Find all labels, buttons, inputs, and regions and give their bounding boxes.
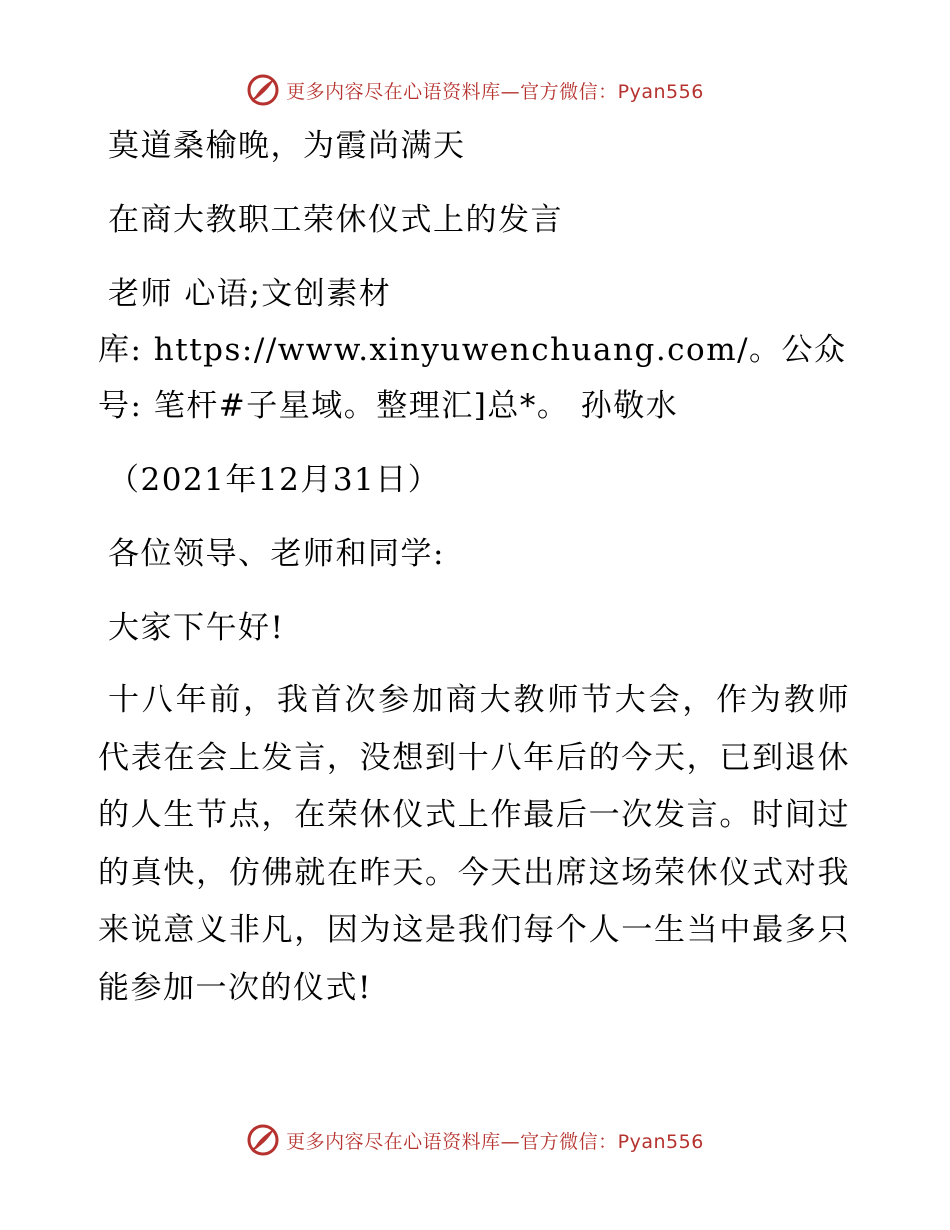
header-banner-text: 更多内容尽在心语资料库—官方微信：Pyan556	[286, 80, 704, 103]
author-line-1: 老师 心语;文创素材	[108, 276, 392, 312]
speech-date: （2021年12月31日）	[108, 462, 441, 498]
greeting: 大家下午好!	[108, 610, 285, 646]
header-banner	[0, 70, 950, 110]
author-line-2: 库: https://www.xinyuwenchuang.com/。公众	[98, 332, 847, 368]
header-banner-inner	[246, 73, 704, 107]
document-subtitle: 在商大教职工荣休仪式上的发言	[108, 202, 563, 238]
quill-logo-icon	[246, 73, 280, 107]
footer-banner-inner	[246, 1123, 704, 1157]
quill-logo-icon	[246, 1123, 280, 1157]
document-body	[98, 118, 858, 1017]
document-title: 莫道桑榆晚，为霞尚满天	[108, 128, 466, 164]
salutation: 各位领导、老师和同学:	[108, 536, 445, 572]
author-line-3: 号: 笔杆#子星域。整理汇]总*。 孙敬水	[98, 388, 679, 424]
paragraph-1: 十八年前，我首次参加商大教师节大会，作为教师代表在会上发言，没想到十八年后的今天，已到退休的人生节点，在荣休仪式上作最后一次发言。时间过的真快，仿佛就在昨天。今天出席这场荣休仪式对我来说意义非凡，因为这是我们每个人一生当中最多只能参加一次的仪式!	[98, 682, 850, 1006]
footer-banner-text: 更多内容尽在心语资料库—官方微信：Pyan556	[286, 1130, 704, 1153]
footer-banner	[0, 1120, 950, 1160]
